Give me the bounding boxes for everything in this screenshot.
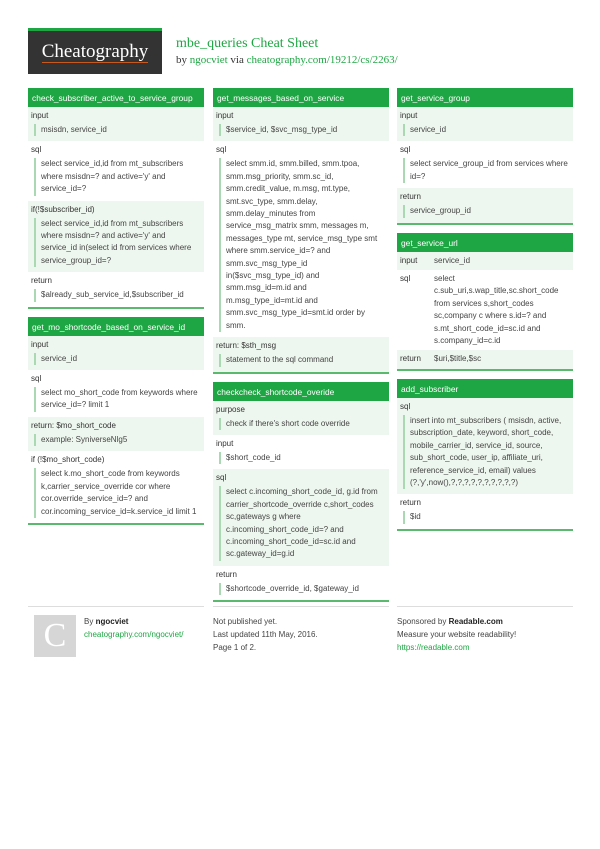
published-status: Not published yet.	[213, 617, 278, 626]
section	[28, 370, 204, 417]
title-block	[176, 36, 398, 66]
section	[397, 141, 573, 188]
section-label: if(!$subscriber_id)	[31, 204, 95, 214]
section-label: return	[400, 498, 421, 508]
section-value: service_id	[34, 353, 204, 365]
row-key: sql	[400, 274, 411, 284]
section-value: $id	[403, 511, 573, 523]
section-value: $already_sub_service_id,$subscriber_id	[34, 289, 204, 301]
box-title: check_subscriber_active_to_service_group	[28, 88, 204, 107]
section-value: select k.mo_short_code from keywords k,carrier_service_override cor where cor.override_service_id=? and cor.incoming_service_id=k.service_id limit 1	[34, 468, 204, 518]
box-title: get_service_url	[397, 233, 573, 252]
section-label: sql	[31, 145, 42, 155]
section-label: input	[400, 111, 418, 120]
section-label: purpose	[216, 404, 245, 414]
box-get-service-url	[397, 233, 573, 371]
section-label: input	[216, 438, 234, 448]
section-value: $short_code_id	[219, 452, 389, 464]
page-number: Page 1 of 2.	[213, 643, 257, 652]
sponsor-tagline: Measure your website readability!	[397, 630, 517, 639]
box-check-shortcode-override	[213, 382, 389, 603]
section-label: input	[31, 111, 49, 120]
box-title: add_subscriber	[397, 379, 573, 398]
box-get-messages	[213, 88, 389, 374]
sponsor-link[interactable]: https://readable.com	[397, 643, 470, 652]
section-label: return: $mo_short_code	[31, 420, 116, 430]
section	[213, 469, 389, 565]
section-value: example: SyniverseNlg5	[34, 434, 204, 446]
row-key: input	[400, 255, 418, 265]
section-value: $service_id, $svc_msg_type_id	[219, 124, 389, 136]
section	[28, 141, 204, 200]
footer-status	[213, 606, 389, 654]
box-get-mo-shortcode	[28, 317, 204, 525]
section	[397, 398, 573, 494]
box-title: checkcheck_shortcode_overide	[213, 382, 389, 401]
section-value: select service_group_id from services where id=?	[403, 158, 573, 183]
row-value: select c.sub_uri,s.wap_title,sc.short_code from services s,short_codes sc,company c where s.id=? and s.mt_short_code_id=sc.id and s.company_id=c.id	[434, 274, 559, 346]
section-label: return	[400, 192, 421, 202]
section	[28, 272, 204, 306]
section-value: service_id	[403, 124, 573, 136]
box-check-subscriber	[28, 88, 204, 309]
section	[28, 417, 204, 451]
section	[28, 451, 204, 523]
row-value: $uri,$title,$sc	[434, 354, 482, 364]
section	[28, 107, 204, 141]
section-value: check if there's short code override	[219, 418, 389, 430]
section	[213, 435, 389, 469]
section-value: insert into mt_subscribers ( msisdn, active, subscription_date, keyword, short_code, mobile_carrier_id, service_id, source, sub_short_code, user_ip, affiliate_uri, reference_service_id, email) values (?,'y',now(),?,?,?,?,?,?,?,?,?,?)	[403, 415, 573, 489]
box-title: get_mo_shortcode_based_on_service_id	[28, 317, 204, 336]
author-profile-link[interactable]: cheatography.com/ngocviet/	[84, 630, 184, 639]
section	[213, 566, 389, 600]
author-link[interactable]: ngocviet	[189, 54, 228, 66]
section	[213, 141, 389, 337]
column-2	[213, 88, 389, 610]
section-value: select service_id,id from mt_subscribers where msisdn=? and active='y' and service_id=?	[34, 158, 204, 195]
table-row	[397, 252, 573, 270]
section-label: sql	[400, 145, 411, 155]
section-value: msisdn, service_id	[34, 124, 204, 136]
section	[397, 188, 573, 222]
section-label: input	[31, 339, 49, 349]
section-label: sql	[216, 145, 227, 155]
section	[397, 107, 573, 141]
column-1	[28, 88, 204, 533]
section	[213, 337, 389, 371]
by-label: By	[84, 617, 94, 626]
section-label: sql	[216, 473, 227, 483]
section-value: select service_id,id from mt_subscribers where msisdn=? and active='y' and service_id in(select id from services where service_group_id=?	[34, 218, 204, 268]
section	[213, 401, 389, 435]
sponsor-name[interactable]: Readable.com	[448, 617, 503, 626]
section	[397, 494, 573, 528]
cheatography-logo[interactable]	[28, 28, 162, 74]
section-value: select mo_short_code from keywords where service_id=? limit 1	[34, 387, 204, 412]
section-value: service_group_id	[403, 205, 573, 217]
avatar[interactable]: C	[34, 615, 76, 657]
footer-author-name[interactable]: ngocviet	[95, 617, 129, 626]
sponsored-label: Sponsored by	[397, 617, 447, 626]
row-value: service_id	[434, 255, 471, 265]
section-label: return	[216, 569, 237, 579]
byline	[176, 54, 398, 66]
footer-author	[28, 606, 204, 654]
section-value: statement to the sql command	[219, 354, 389, 366]
box-get-service-group	[397, 88, 573, 225]
footer-sponsor	[397, 606, 573, 654]
box-title: get_service_group	[397, 88, 573, 107]
section-label: input	[216, 111, 234, 120]
table-row	[397, 350, 573, 368]
last-updated: Last updated 11th May, 2016.	[213, 630, 318, 639]
sheet-url-link[interactable]: cheatography.com/19212/cs/2263/	[246, 54, 398, 66]
section	[28, 201, 204, 273]
section-label: if (!$mo_short_code)	[31, 455, 105, 465]
logo-text: Cheatography	[41, 41, 149, 62]
row-key: return	[400, 354, 421, 364]
column-3	[397, 88, 573, 539]
section	[28, 336, 204, 370]
section-value: select c.incoming_short_code_id, g.id from carrier_shortcode_override c,short_codes sc,gateways g where c.incoming_short_code_id=? and c.incoming_short_code_id=sc.id and sc.gateway_id=g.id	[219, 486, 389, 560]
page-title: mbe_queries Cheat Sheet	[176, 36, 319, 51]
by-label: by	[176, 54, 187, 66]
table-row	[397, 270, 573, 350]
section-label: return	[31, 276, 52, 286]
section-value: $shortcode_override_id, $gateway_id	[219, 583, 389, 595]
section-value: select smm.id, smm.billed, smm.tpoa, smm.msg_priority, smm.sc_id, smm.credit_value, m.msg, mt.type, smt.svc_type, smm.delay, smm.delay_minutes from service_msg_matrix smm, messages m, messages_type mt, service_msg_type smt where smm.service_id=? and smm.svc_msg_type_id in($svc_msg_type_id) and smm.msg_id=m.id and m.msg_type_id=mt.id and smm.svc_msg_type_id=smt.id order by smm.	[219, 158, 389, 332]
section	[213, 107, 389, 141]
via-label: via	[230, 54, 244, 66]
section-label: sql	[400, 401, 411, 411]
section-label: return: $sth_msg	[216, 341, 277, 351]
box-add-subscriber	[397, 379, 573, 531]
section-label: sql	[31, 374, 42, 384]
box-title: get_messages_based_on_service	[213, 88, 389, 107]
